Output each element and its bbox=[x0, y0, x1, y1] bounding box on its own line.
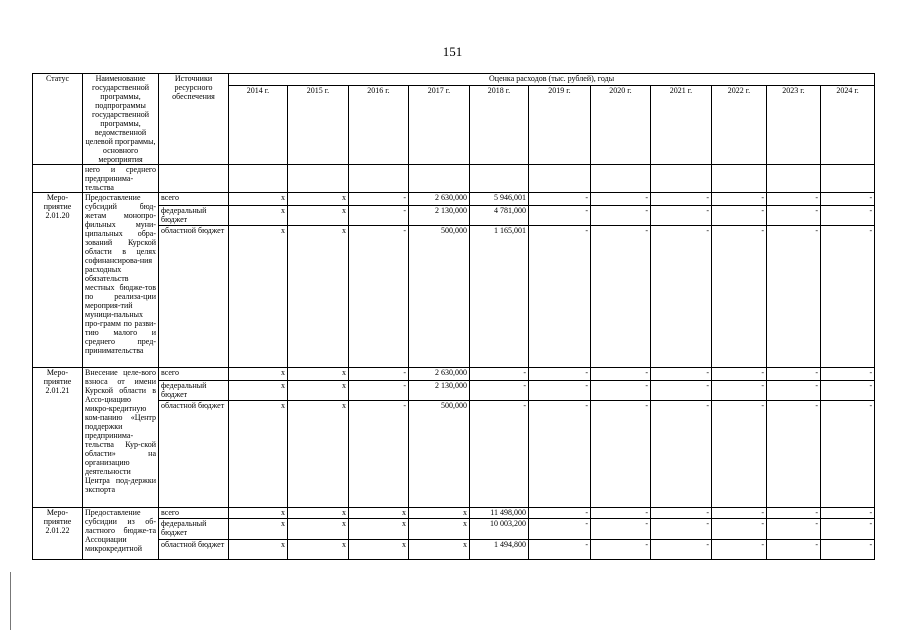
value-cell: x bbox=[229, 193, 288, 206]
value-cell: x bbox=[229, 540, 288, 560]
value-cell: x bbox=[229, 401, 288, 508]
carryover-row bbox=[33, 165, 875, 193]
header-name: Наименование государственной программы, подпрограммы государственной программы, ведомственной целевой программы, основного мероприятия bbox=[83, 74, 159, 165]
value-cell: - bbox=[651, 401, 712, 508]
value-cell: 4 781,000 bbox=[470, 206, 529, 226]
value-cell: - bbox=[591, 206, 651, 226]
value-cell: 11 498,000 bbox=[470, 508, 529, 519]
value-cell: - bbox=[529, 226, 591, 368]
value-cell: 2 130,000 bbox=[409, 206, 470, 226]
value-cell: x bbox=[349, 540, 409, 560]
table-row bbox=[33, 508, 875, 519]
value-cell: 500,000 bbox=[409, 226, 470, 368]
value-cell: - bbox=[591, 368, 651, 381]
value-cell: x bbox=[288, 226, 349, 368]
value-cell: - bbox=[821, 508, 875, 519]
header-estimate: Оценка расходов (тыс. рублей), годы bbox=[229, 74, 875, 86]
value-cell: - bbox=[591, 193, 651, 206]
value-cell: - bbox=[349, 381, 409, 401]
value-cell: - bbox=[767, 193, 821, 206]
header-year: 2022 г. bbox=[712, 86, 767, 165]
header-year: 2024 г. bbox=[821, 86, 875, 165]
value-cell: x bbox=[288, 519, 349, 540]
value-cell: x bbox=[288, 381, 349, 401]
value-cell: x bbox=[409, 519, 470, 540]
value-cell: - bbox=[767, 381, 821, 401]
value-cell: - bbox=[821, 401, 875, 508]
table-row bbox=[33, 401, 875, 508]
header-year: 2014 г. bbox=[229, 86, 288, 165]
source-cell: всего bbox=[159, 368, 229, 381]
value-cell: - bbox=[712, 193, 767, 206]
value-cell: x bbox=[288, 368, 349, 381]
value-cell: - bbox=[591, 540, 651, 560]
value-cell: - bbox=[767, 226, 821, 368]
value-cell: - bbox=[529, 401, 591, 508]
value-cell: x bbox=[229, 226, 288, 368]
value-cell: - bbox=[712, 381, 767, 401]
value-cell: - bbox=[651, 193, 712, 206]
table-row bbox=[33, 519, 875, 540]
header-year: 2015 г. bbox=[288, 86, 349, 165]
value-cell: - bbox=[712, 540, 767, 560]
value-cell: - bbox=[651, 508, 712, 519]
header-year: 2017 г. bbox=[409, 86, 470, 165]
value-cell: - bbox=[821, 193, 875, 206]
value-cell: - bbox=[591, 508, 651, 519]
value-cell: - bbox=[712, 508, 767, 519]
scan-edge-line bbox=[10, 572, 11, 630]
value-cell: - bbox=[821, 206, 875, 226]
value-cell: - bbox=[349, 193, 409, 206]
value-cell: - bbox=[591, 226, 651, 368]
value-cell: - bbox=[651, 226, 712, 368]
value-cell: - bbox=[712, 401, 767, 508]
status-cell: Меро-приятие 2.01.21 bbox=[33, 368, 83, 508]
measure-name-cell: Внесение целе-вого взноса от имени Курской области в Ассо-циацию микро-кредитную ком-панию «Центр поддержки предпринима-тельства Кур-ской области» на организацию деятельности Центра под-держки экспорта bbox=[83, 368, 159, 508]
value-cell: 500,000 bbox=[409, 401, 470, 508]
value-cell: 1 165,001 bbox=[470, 226, 529, 368]
value-cell: x bbox=[288, 540, 349, 560]
value-cell: x bbox=[288, 206, 349, 226]
value-cell: - bbox=[529, 519, 591, 540]
source-cell: федеральный бюджет bbox=[159, 519, 229, 540]
source-cell: всего bbox=[159, 508, 229, 519]
table-row bbox=[33, 368, 875, 381]
value-cell: - bbox=[349, 206, 409, 226]
header-year: 2021 г. bbox=[651, 86, 712, 165]
value-cell: - bbox=[651, 381, 712, 401]
value-cell: - bbox=[529, 206, 591, 226]
source-cell: всего bbox=[159, 193, 229, 206]
table-row bbox=[33, 381, 875, 401]
value-cell: - bbox=[529, 381, 591, 401]
value-cell: - bbox=[529, 368, 591, 381]
value-cell: - bbox=[529, 540, 591, 560]
value-cell: - bbox=[821, 226, 875, 368]
value-cell: - bbox=[767, 368, 821, 381]
value-cell: - bbox=[470, 381, 529, 401]
value-cell: - bbox=[349, 226, 409, 368]
value-cell: - bbox=[470, 368, 529, 381]
table-row bbox=[33, 206, 875, 226]
value-cell: - bbox=[591, 381, 651, 401]
header-sources: Источники ресурсного обеспечения bbox=[159, 74, 229, 165]
value-cell: x bbox=[288, 401, 349, 508]
value-cell: - bbox=[767, 206, 821, 226]
source-cell: областной бюджет bbox=[159, 226, 229, 368]
value-cell: - bbox=[821, 540, 875, 560]
value-cell: - bbox=[651, 368, 712, 381]
value-cell: - bbox=[712, 226, 767, 368]
value-cell: 1 494,800 bbox=[470, 540, 529, 560]
value-cell: - bbox=[821, 381, 875, 401]
value-cell: - bbox=[349, 401, 409, 508]
value-cell: - bbox=[470, 401, 529, 508]
value-cell: - bbox=[591, 519, 651, 540]
header-year: 2020 г. bbox=[591, 86, 651, 165]
header-status: Статус bbox=[33, 74, 83, 165]
budget-table bbox=[32, 73, 875, 560]
value-cell: x bbox=[288, 193, 349, 206]
value-cell: x bbox=[229, 368, 288, 381]
header-year: 2023 г. bbox=[767, 86, 821, 165]
carryover-text: него и среднего предпринима-тельства bbox=[83, 165, 159, 193]
value-cell: x bbox=[288, 508, 349, 519]
value-cell: - bbox=[712, 368, 767, 381]
value-cell: - bbox=[821, 368, 875, 381]
value-cell: - bbox=[712, 206, 767, 226]
value-cell: x bbox=[229, 381, 288, 401]
value-cell: - bbox=[651, 540, 712, 560]
source-cell: федеральный бюджет bbox=[159, 206, 229, 226]
value-cell: 2 630,000 bbox=[409, 368, 470, 381]
page-number: 151 bbox=[442, 44, 463, 59]
value-cell: x bbox=[349, 508, 409, 519]
value-cell: 2 130,000 bbox=[409, 381, 470, 401]
value-cell: - bbox=[712, 519, 767, 540]
status-cell: Меро-приятие 2.01.20 bbox=[33, 193, 83, 368]
table-row bbox=[33, 540, 875, 560]
value-cell: - bbox=[651, 206, 712, 226]
measure-name-cell: Предоставление субсидий бюд-жетам монопро-фильных муни-ципальных обра-зований Курской области в целях софинансирова-ния расходных обязательств местных бюдже-тов по реализа-ции мероприя-тий муници-пальных про-грамм по разви-тию малого и среднего пред-принимательства bbox=[83, 193, 159, 368]
value-cell: x bbox=[229, 519, 288, 540]
value-cell: - bbox=[821, 519, 875, 540]
value-cell: - bbox=[767, 540, 821, 560]
source-cell: областной бюджет bbox=[159, 540, 229, 560]
value-cell: x bbox=[409, 540, 470, 560]
value-cell: - bbox=[591, 401, 651, 508]
value-cell: - bbox=[529, 193, 591, 206]
value-cell: x bbox=[409, 508, 470, 519]
value-cell: - bbox=[767, 401, 821, 508]
value-cell: - bbox=[767, 508, 821, 519]
source-cell: федеральный бюджет bbox=[159, 381, 229, 401]
header-year: 2018 г. bbox=[470, 86, 529, 165]
table-row bbox=[33, 193, 875, 206]
value-cell: x bbox=[229, 206, 288, 226]
value-cell: x bbox=[229, 508, 288, 519]
status-cell: Меро-приятие 2.01.22 bbox=[33, 508, 83, 560]
measure-name-cell: Предоставление субсидии из об-ластного бюдже-та Ассоциации микрокредитной bbox=[83, 508, 159, 560]
value-cell: x bbox=[349, 519, 409, 540]
table-row bbox=[33, 226, 875, 368]
value-cell: - bbox=[349, 368, 409, 381]
value-cell: 5 946,001 bbox=[470, 193, 529, 206]
value-cell: 2 630,000 bbox=[409, 193, 470, 206]
header-year: 2019 г. bbox=[529, 86, 591, 165]
header-year: 2016 г. bbox=[349, 86, 409, 165]
value-cell: - bbox=[651, 519, 712, 540]
source-cell: областной бюджет bbox=[159, 401, 229, 508]
value-cell: - bbox=[529, 508, 591, 519]
value-cell: 10 003,200 bbox=[470, 519, 529, 540]
value-cell: - bbox=[767, 519, 821, 540]
